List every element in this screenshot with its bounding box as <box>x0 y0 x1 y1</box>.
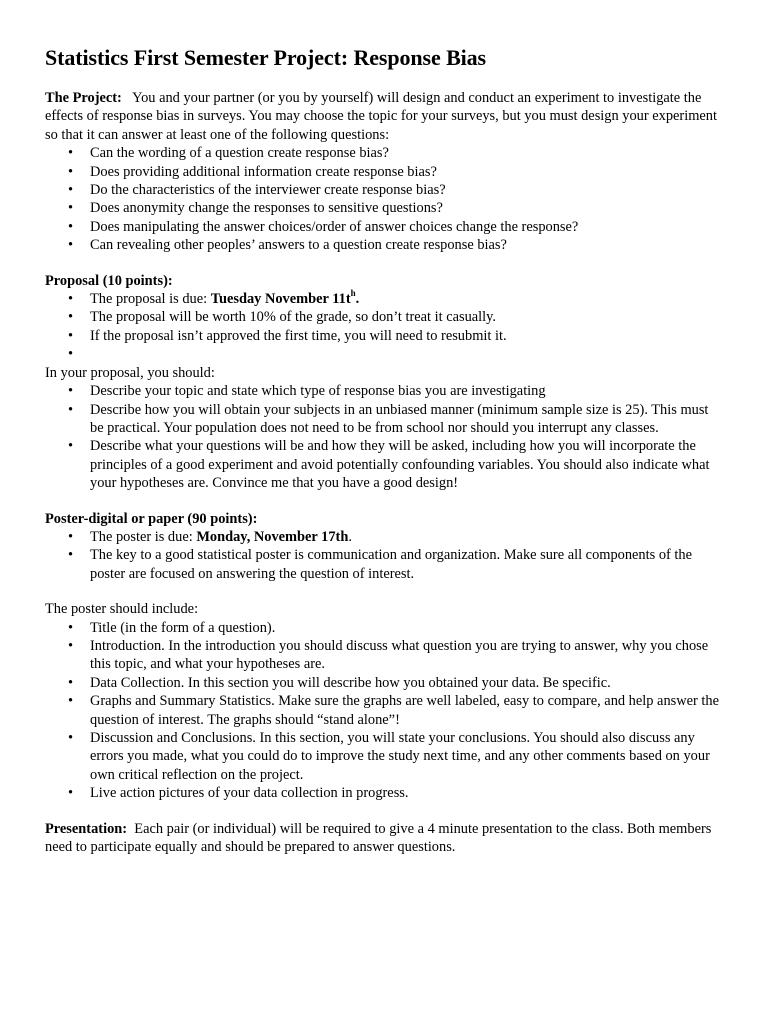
project-section <box>45 89 720 255</box>
poster-due-item <box>45 528 720 546</box>
list-item: • Can revealing other peoples’ answers to a question create response bias? <box>45 236 720 254</box>
poster-due-suffix: . <box>348 528 352 545</box>
proposal-due-item <box>45 290 720 308</box>
empty-list-item <box>45 345 720 363</box>
list-item: • Title (in the form of a question). <box>45 619 720 637</box>
presentation-section <box>45 820 720 857</box>
proposal-item-list <box>45 382 720 492</box>
project-text: You and your partner (or you by yourself) will design and conduct an experiment to investigate the effects of response bias in surveys. You may choose the topic for your surveys, but you must design your experiment so that it can answer at least one of the following questions: <box>45 90 717 143</box>
proposal-due-sup: h <box>350 288 356 299</box>
poster-intro: The poster should include: <box>45 601 199 618</box>
list-item: • Do the characteristics of the interviewer create response bias? <box>45 181 720 199</box>
proposal-due-date <box>210 288 360 308</box>
presentation-label: Presentation: <box>45 820 128 837</box>
project-label: The Project: <box>45 90 122 106</box>
proposal-section <box>45 272 720 493</box>
list-item: • The proposal will be worth 10% of the grade, so don’t treat it casually. <box>45 308 720 326</box>
poster-due-prefix: The poster is due: <box>90 528 197 545</box>
list-item: • Data Collection. In this section you will describe how you obtained your data. Be specific. <box>45 674 720 692</box>
list-item: • Describe your topic and state which type of response bias you are investigating <box>45 382 720 400</box>
list-item: • The key to a good statistical poster is communication and organization. Make sure all components of the poster are focused on answering the question of interest. <box>45 546 720 583</box>
list-item: • Describe what your questions will be and how they will be asked, including how you will incorporate the principles of a good experiment and avoid potentially confounding variables. You should also indicate what your hypotheses are. Convince me that you have a good design! <box>45 437 720 492</box>
proposal-due-prefix: The proposal is due: <box>90 291 211 308</box>
poster-section <box>45 510 720 803</box>
list-item: • Introduction. In the introduction you should discuss what question you are trying to answer, why you chose this topic, and what your hypotheses are. <box>45 637 720 674</box>
list-item: • If the proposal isn’t approved the first time, you will need to resubmit it. <box>45 327 720 345</box>
proposal-bullet-list <box>45 290 720 364</box>
list-item: • Does manipulating the answer choices/order of answer choices change the response? <box>45 218 720 236</box>
proposal-heading: Proposal (10 points): <box>45 272 173 289</box>
list-item: • Discussion and Conclusions. In this section, you will state your conclusions. You should also discuss any errors you made, what you could do to improve the study next time, and any other comments based on your own critical reflection on the project. <box>45 729 720 784</box>
presentation-paragraph <box>45 820 720 857</box>
proposal-due-suffix: . <box>355 291 360 308</box>
list-item: • Can the wording of a question create response bias? <box>45 144 720 162</box>
project-question-list <box>45 144 720 254</box>
list-item: • Does anonymity change the responses to sensitive questions? <box>45 199 720 217</box>
proposal-due-date-text: Tuesday November 11t <box>210 291 351 308</box>
project-paragraph <box>45 89 720 144</box>
poster-bullet-list <box>45 528 720 583</box>
list-item: • Live action pictures of your data collection in progress. <box>45 784 720 802</box>
list-item: • Describe how you will obtain your subjects in an unbiased manner (minimum sample size is 25). This must be practical. Your population does not need to be from school nor should you interrupt any classes. <box>45 401 720 438</box>
poster-due-date: Monday, November 17th <box>196 528 349 545</box>
poster-heading: Poster-digital or paper (90 points): <box>45 510 258 527</box>
list-item: • Graphs and Summary Statistics. Make sure the graphs are well labeled, easy to compare, and help answer the question of interest. The graphs should “stand alone”! <box>45 692 720 729</box>
poster-item-list <box>45 619 720 803</box>
list-item: • Does providing additional information create response bias? <box>45 163 720 181</box>
proposal-intro: In your proposal, you should: <box>45 364 215 381</box>
page-title: Statistics First Semester Project: Response Bias <box>45 45 487 70</box>
presentation-text: Each pair (or individual) will be required to give a 4 minute presentation to the class. Both members need to participate equally and should be prepared to answer questions. <box>45 820 712 856</box>
